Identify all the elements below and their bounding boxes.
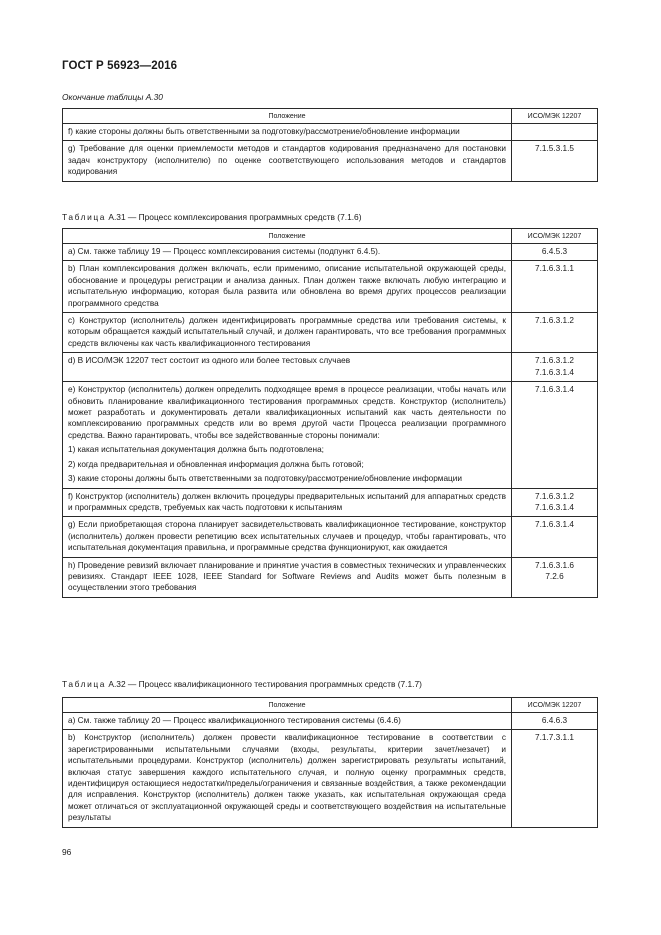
table-row bbox=[63, 730, 598, 827]
provision-cell: h) Проведение ревизий включает планирование и принятие участия в совместных технических и управленческих ревизиях. Стандарт IEEE 1028, IEEE Standard for Software Reviews and Audits может быть полезным в осуществлении этого требования bbox=[63, 557, 512, 597]
table-a31-caption bbox=[62, 212, 362, 222]
table-label: Таблица bbox=[62, 212, 107, 222]
reference-number: 7.2.6 bbox=[545, 571, 564, 581]
reference-number: 7.1.6.3.1.2 bbox=[535, 316, 574, 326]
table-a31 bbox=[62, 228, 598, 598]
table-row bbox=[63, 517, 598, 557]
table-header-row bbox=[63, 229, 598, 244]
table-row bbox=[63, 141, 598, 181]
provision-cell: a) См. также таблицу 20 — Процесс квалификационного тестирования системы (6.4.6) bbox=[63, 713, 512, 730]
reference-number: 7.1.6.3.1.6 bbox=[535, 560, 574, 570]
table-a30-caption: Окончание таблицы А.30 bbox=[62, 92, 163, 102]
reference-cell bbox=[512, 141, 598, 181]
provision-cell: f) Конструктор (исполнитель) должен включить процедуры предварительных испытаний для аппаратных средств и программных средств, требуемых как часть подготовки к испытаниям bbox=[63, 488, 512, 517]
provision-cell: d) В ИСО/МЭК 12207 тест состоит из одного или более тестовых случаев bbox=[63, 353, 512, 382]
table-a32-caption bbox=[62, 679, 422, 689]
provision-cell: c) Конструктор (исполнитель) должен идентифицировать программные средства или требования системы, к которым обращается каждый испытательный случай, и должен гарантировать, что все требования программных средств включены как часть квалификационного тестирования bbox=[63, 313, 512, 353]
reference-number: 7.1.6.3.1.4 bbox=[535, 367, 574, 377]
provision-text: e) Конструктор (исполнитель) должен определить подходящее время в процессе реализации, чтобы начать или обновить планирование квалификационного тестирования программных средств. Конструктор (исполнитель) может разработать и документировать детали квалификационных испытаний как часть деятельности по комплексированию программных средств или во время другой части Процесса реализации программного средства. Важно гарантировать, чтобы все задействованные стороны понимали: bbox=[68, 385, 506, 440]
reference-cell bbox=[512, 124, 598, 141]
reference-number: 7.1.5.3.1.5 bbox=[535, 144, 574, 154]
provision-cell: b) План комплексирования должен включать, если применимо, описание испытательной окружающей среды, обоснование и процедуры регистрации и анализа данных. План должен также включать любую интеграцию и испытательную информацию, которая была развита или обновлена во время других процессов реализации программного средства bbox=[63, 261, 512, 313]
table-row bbox=[63, 124, 598, 141]
table-row bbox=[63, 244, 598, 261]
table-label: Таблица bbox=[62, 679, 107, 689]
reference-number: 7.1.6.3.1.4 bbox=[535, 502, 574, 512]
reference-number: 7.1.6.3.1.4 bbox=[535, 520, 574, 530]
provision-cell: f) какие стороны должны быть ответственными за подготовку/рассмотрение/обновление информации bbox=[63, 124, 512, 141]
provision-cell: a) См. также таблицу 19 — Процесс комплексирования системы (подпункт 6.4.5). bbox=[63, 244, 512, 261]
table-row bbox=[63, 313, 598, 353]
provision-cell bbox=[63, 382, 512, 488]
table-row bbox=[63, 557, 598, 597]
reference-number: 6.4.5.3 bbox=[541, 247, 568, 256]
reference-cell bbox=[512, 557, 598, 597]
column-header-provision: Положение bbox=[63, 698, 512, 713]
column-header-provision: Положение bbox=[63, 229, 512, 244]
table-a32 bbox=[62, 697, 598, 828]
table-title: А.32 — Процесс квалификационного тестирования программных средств (7.1.7) bbox=[108, 679, 422, 689]
table-title: А.31 — Процесс комплексирования программных средств (7.1.6) bbox=[108, 212, 362, 222]
provision-cell: g) Если приобретающая сторона планирует засвидетельствовать квалификационное тестирование, конструктор (исполнитель) должен провести репетицию всех испытательных случаев и процедур, чтобы гарантировать, что испытательная документация правильна, и программные средства функционируют, как ожидается bbox=[63, 517, 512, 557]
reference-cell bbox=[512, 713, 598, 730]
provision-cell: g) Требование для оценки приемлемости методов и стандартов кодирования предназначено для постановки задач конструктору (исполнителю) по оценке соответствующего использования методов и стандартов кодирования bbox=[63, 141, 512, 181]
table-row bbox=[63, 713, 598, 730]
reference-number: 7.1.6.3.1.4 bbox=[535, 385, 574, 395]
column-header-iso-iec: ИСО/МЭК 12207 bbox=[512, 698, 598, 713]
reference-cell bbox=[512, 730, 598, 827]
reference-number: 7.1.6.3.1.2 bbox=[535, 491, 574, 501]
page-number: 96 bbox=[62, 847, 72, 857]
reference-cell bbox=[512, 517, 598, 557]
reference-number: 7.1.6.3.1.1 bbox=[535, 264, 574, 274]
reference-number: 7.1.6.3.1.2 bbox=[535, 356, 574, 366]
table-a30 bbox=[62, 108, 598, 182]
table-row bbox=[63, 488, 598, 517]
reference-cell bbox=[512, 382, 598, 488]
table-row bbox=[63, 382, 598, 488]
reference-cell bbox=[512, 313, 598, 353]
provision-subitem: 3) какие стороны должны быть ответственными за подготовку/рассмотрение/обновление информации bbox=[68, 474, 462, 484]
column-header-provision: Положение bbox=[63, 109, 512, 124]
reference-number: 6.4.6.3 bbox=[541, 716, 568, 725]
column-header-iso-iec: ИСО/МЭК 12207 bbox=[512, 229, 598, 244]
reference-number: 7.1.7.3.1.1 bbox=[535, 733, 574, 743]
reference-cell bbox=[512, 488, 598, 517]
table-row bbox=[63, 261, 598, 313]
reference-cell bbox=[512, 261, 598, 313]
provision-subitem: 1) какая испытательная документация должна быть подготовлена; bbox=[68, 445, 324, 455]
document-header: ГОСТ Р 56923—2016 bbox=[62, 60, 178, 72]
table-row bbox=[63, 353, 598, 382]
reference-cell bbox=[512, 353, 598, 382]
table-header-row bbox=[63, 109, 598, 124]
provision-subitem: 2) когда предварительная и обновленная информация должна быть готовой; bbox=[68, 459, 364, 469]
table-header-row bbox=[63, 698, 598, 713]
column-header-iso-iec: ИСО/МЭК 12207 bbox=[512, 109, 598, 124]
reference-cell bbox=[512, 244, 598, 261]
provision-cell: b) Конструктор (исполнитель) должен провести квалификационное тестирование в соответствии с зарегистрированными испытательными случаями (входы, результаты, критерии зачет/незачет) и испытательными процедурами. Конструктор (исполнитель) должен зарегистрировать результаты испытаний, включая статус завершения каждого испытательного случая, и полную оценку программных средств, идентифицируя остающиеся недостатки/пределы/ограничения и связанные воздействия, а также рекомендации для исправления. Конструктор (исполнитель) должен также указать, как испытательная окружающая среда может отличаться от эксплуатационной окружающей среды и соответствующего воздействия на испытательные результаты bbox=[63, 730, 512, 827]
